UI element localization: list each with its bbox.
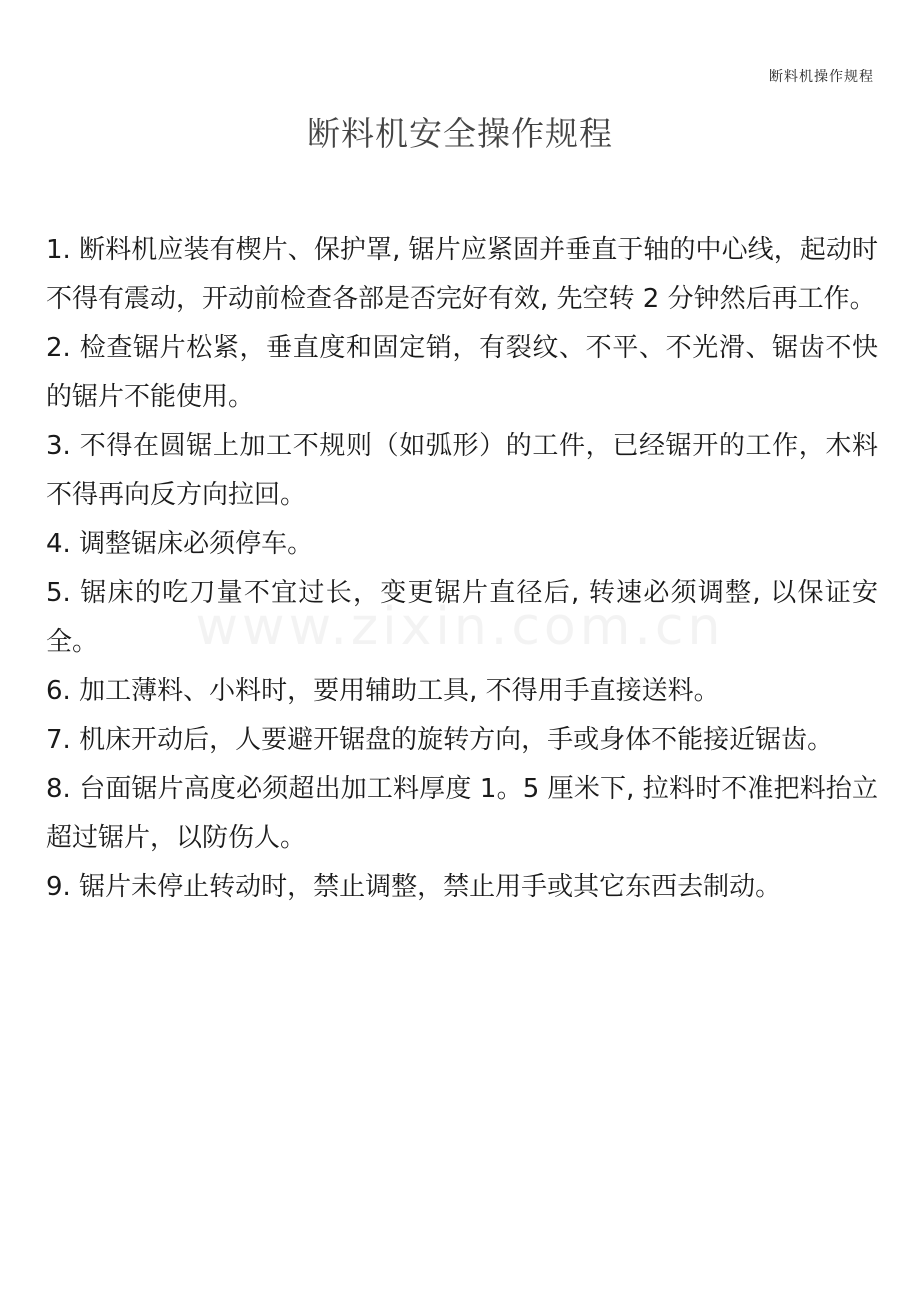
procedure-item-2: 2. 检查锯片松紧，垂直度和固定销，有裂纹、不平、不光滑、锯齿不快的锯片不能使用。 — [46, 333, 878, 412]
watermark: www.zixin.com.cn — [195, 597, 725, 657]
procedure-item-4: 4. 调整锯床必须停车。 — [46, 529, 314, 559]
procedure-item-9: 9. 锯片未停止转动时，禁止调整，禁止用手或其它东西去制动。 — [46, 872, 782, 902]
procedure-item-1: 1. 断料机应装有楔片、保护罩, 锯片应紧固并垂直于轴的中心线，起动时不得有震动，开动前检查各部是否完好有效, 先空转 2 分钟然后再工作。 — [46, 235, 878, 314]
running-header: 断料机操作规程 — [769, 69, 874, 85]
procedure-item-8: 8. 台面锯片高度必须超出加工料厚度 1。5 厘米下, 拉料时不准把料抬立超过锯片，以防伤人。 — [46, 774, 878, 853]
procedure-item-6: 6. 加工薄料、小料时，要用辅助工具, 不得用手直接送料。 — [46, 676, 720, 706]
procedure-item-7: 7. 机床开动后，人要避开锯盘的旋转方向，手或身体不能接近锯齿。 — [46, 725, 834, 755]
procedure-list — [46, 226, 878, 912]
procedure-item-3: 3. 不得在圆锯上加工不规则（如弧形）的工件，已经锯开的工作，木料不得再向反方向拉回。 — [46, 431, 878, 510]
document-title: 断料机安全操作规程 — [307, 114, 613, 153]
procedure-item-5: 5. 锯床的吃刀量不宜过长，变更锯片直径后, 转速必须调整, 以保证安全。 — [46, 578, 878, 657]
